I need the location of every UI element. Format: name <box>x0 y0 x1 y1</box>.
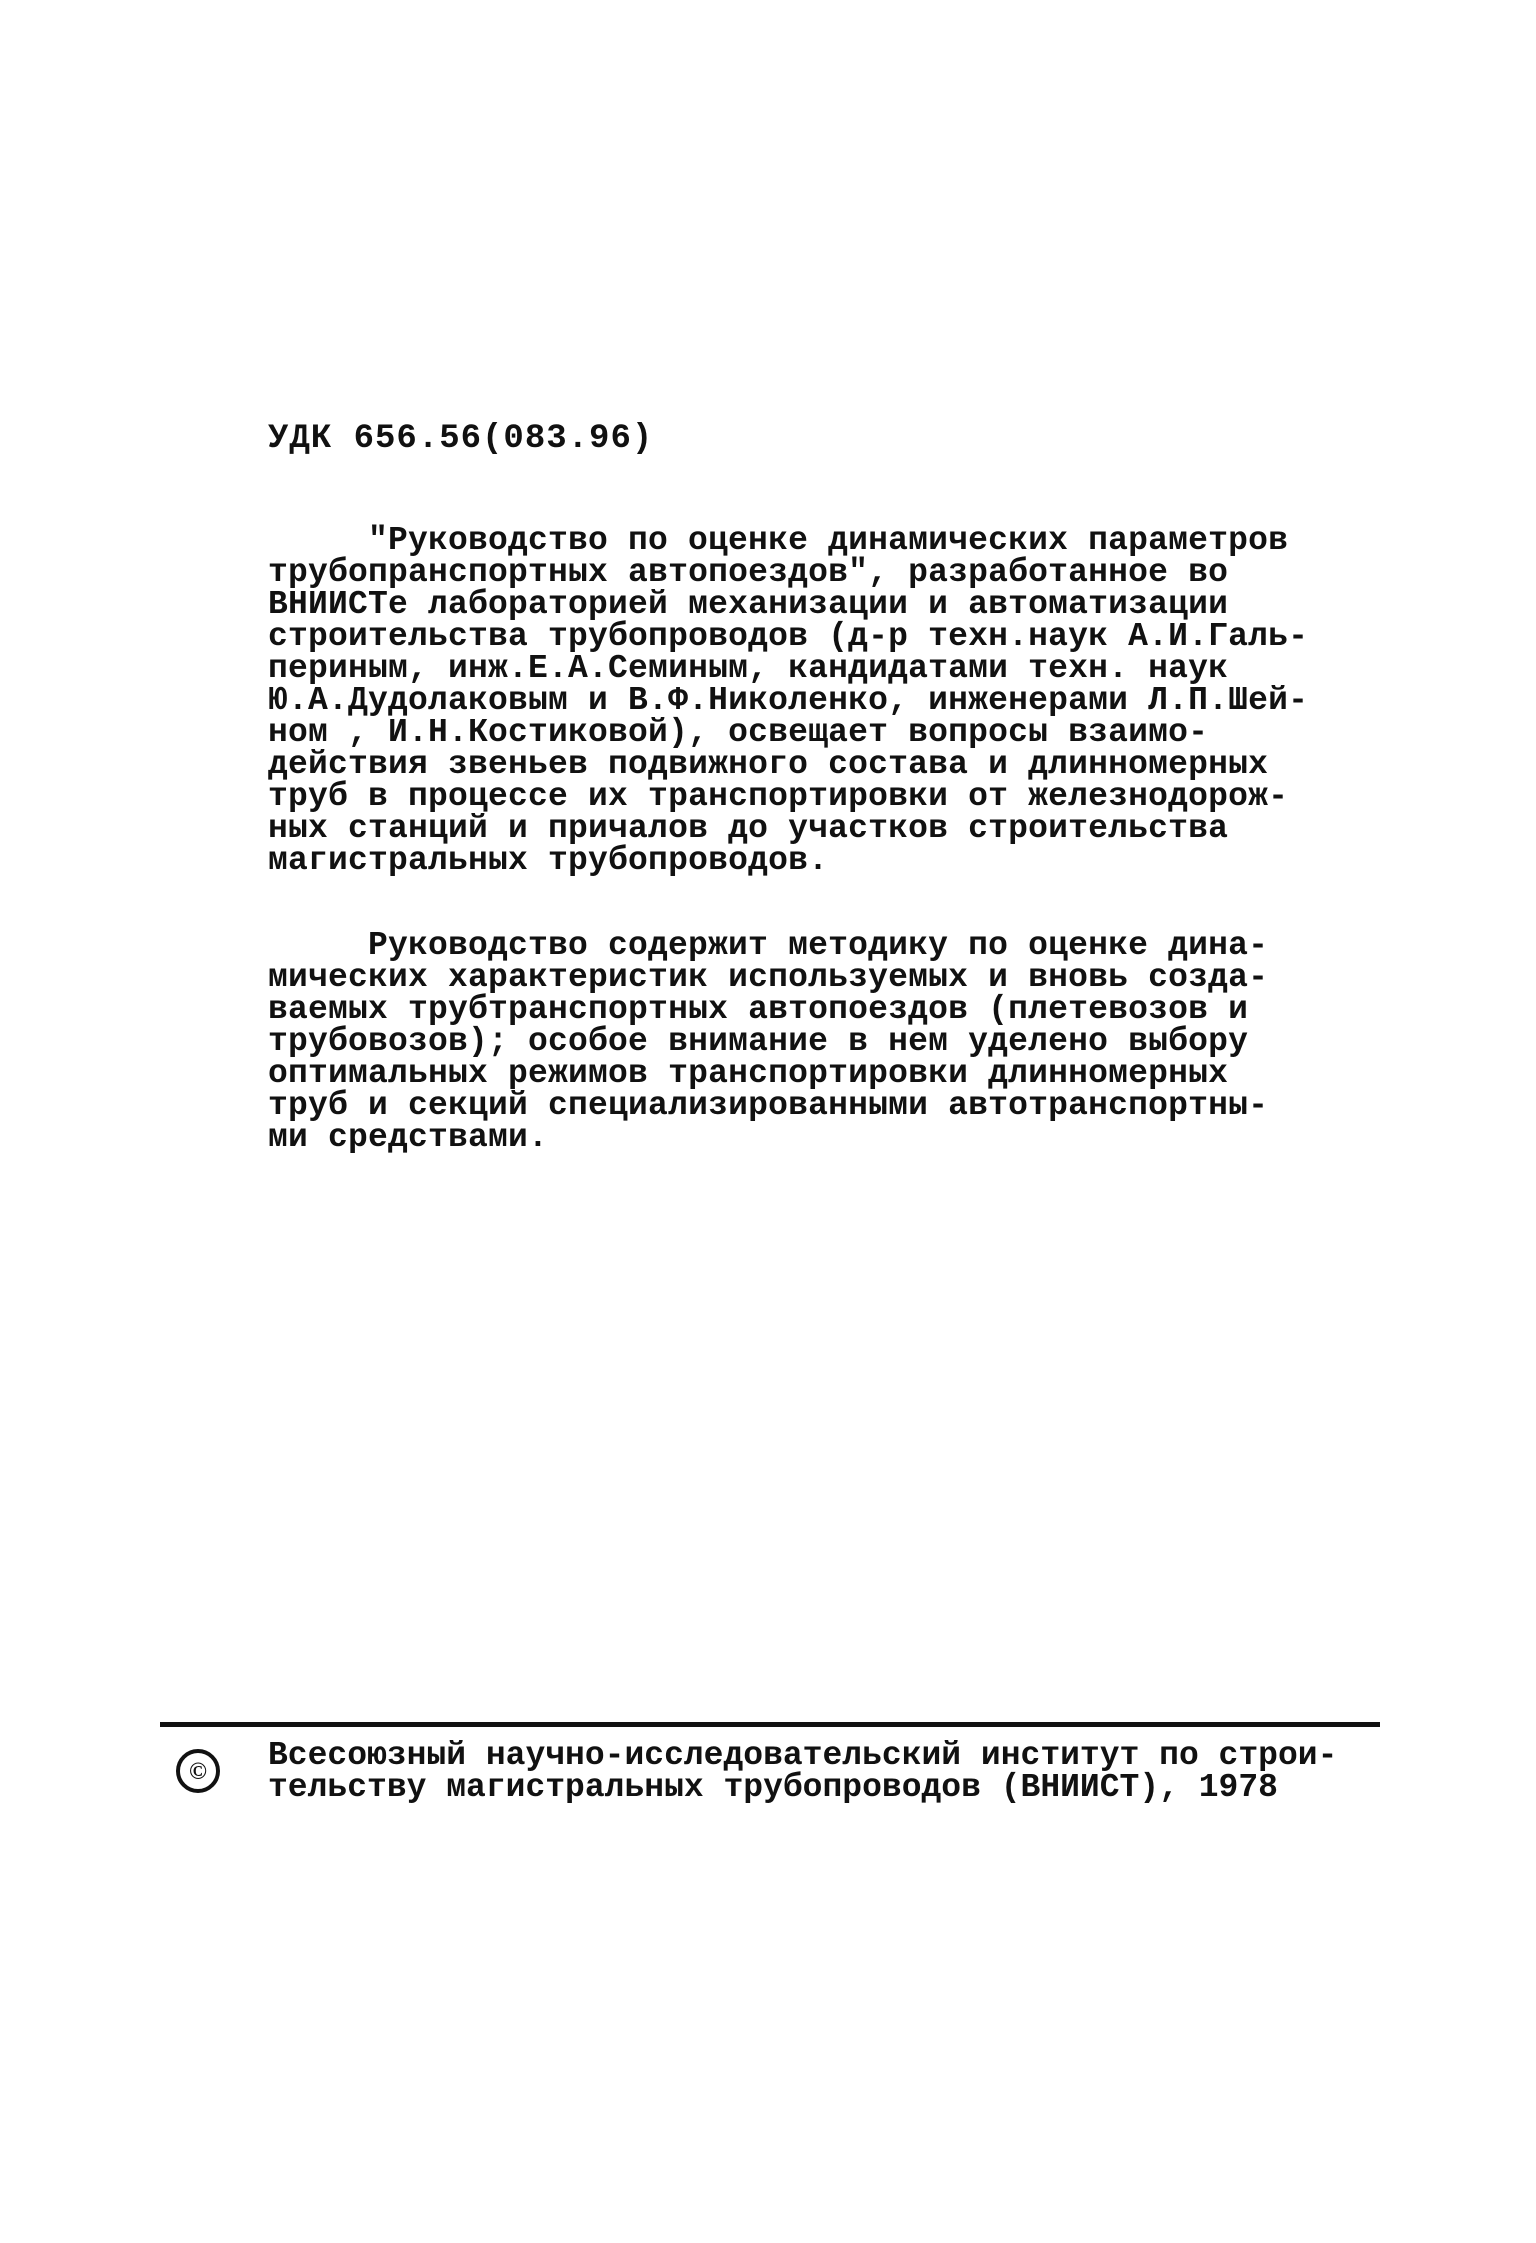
paragraph-line: ных станций и причалов до участков строительства <box>268 810 1229 847</box>
paragraph-line: периным, инж.Е.А.Семиным, кандидатами техн. наук <box>268 650 1229 687</box>
paragraph-line: действия звеньев подвижного состава и длинномерных <box>268 746 1269 783</box>
footer-divider <box>160 1722 1380 1727</box>
paragraph-line: магистральных трубопроводов. <box>268 842 829 879</box>
copyright-symbol: © <box>189 1759 207 1785</box>
paragraph-line: "Руководство по оценке динамических параметров <box>368 522 1289 559</box>
copyright-icon <box>175 1748 221 1794</box>
footer-line: Всесоюзный научно-исследовательский институт по строи- <box>268 1737 1338 1774</box>
paragraph-line: труб в процессе их транспортировки от железнодорож- <box>268 778 1289 815</box>
paragraph-line: ваемых трубтранспортных автопоездов (плетевозов и <box>268 991 1249 1028</box>
paragraph-line: ном , И.Н.Костиковой), освещает вопросы взаимо- <box>268 714 1209 751</box>
udc-code: УДК 656.56(083.96) <box>268 420 654 458</box>
paragraph-line: строительства трубопроводов (д-р техн.наук А.И.Галь- <box>268 618 1309 655</box>
paragraph-line: трубопранспортных автопоездов", разработанное во <box>268 554 1229 591</box>
copyright-notice <box>268 1737 1378 1806</box>
paragraph-line: оптимальных режимов транспортировки длинномерных <box>268 1055 1229 1092</box>
footer-line: тельству магистральных трубопроводов (ВНИИСТ), 1978 <box>268 1769 1278 1806</box>
paragraph-line: ВНИИСТе лабораторией механизации и автоматизации <box>268 586 1229 623</box>
paragraph-line: мических характеристик используемых и вновь созда- <box>268 959 1269 996</box>
paragraph-line: ми средствами. <box>268 1119 549 1156</box>
paragraph-line: труб и секций специализированными автотранспортны- <box>268 1087 1269 1124</box>
paragraph-line: трубовозов); особое внимание в нем уделено выбору <box>268 1023 1249 1060</box>
abstract-paragraph-2 <box>268 927 1338 1156</box>
abstract-paragraph-1 <box>268 522 1338 879</box>
paragraph-line: Руководство содержит методику по оценке дина- <box>368 927 1269 964</box>
paragraph-line: Ю.А.Дудолаковым и В.Ф.Николенко, инженерами Л.П.Шей- <box>268 682 1309 719</box>
